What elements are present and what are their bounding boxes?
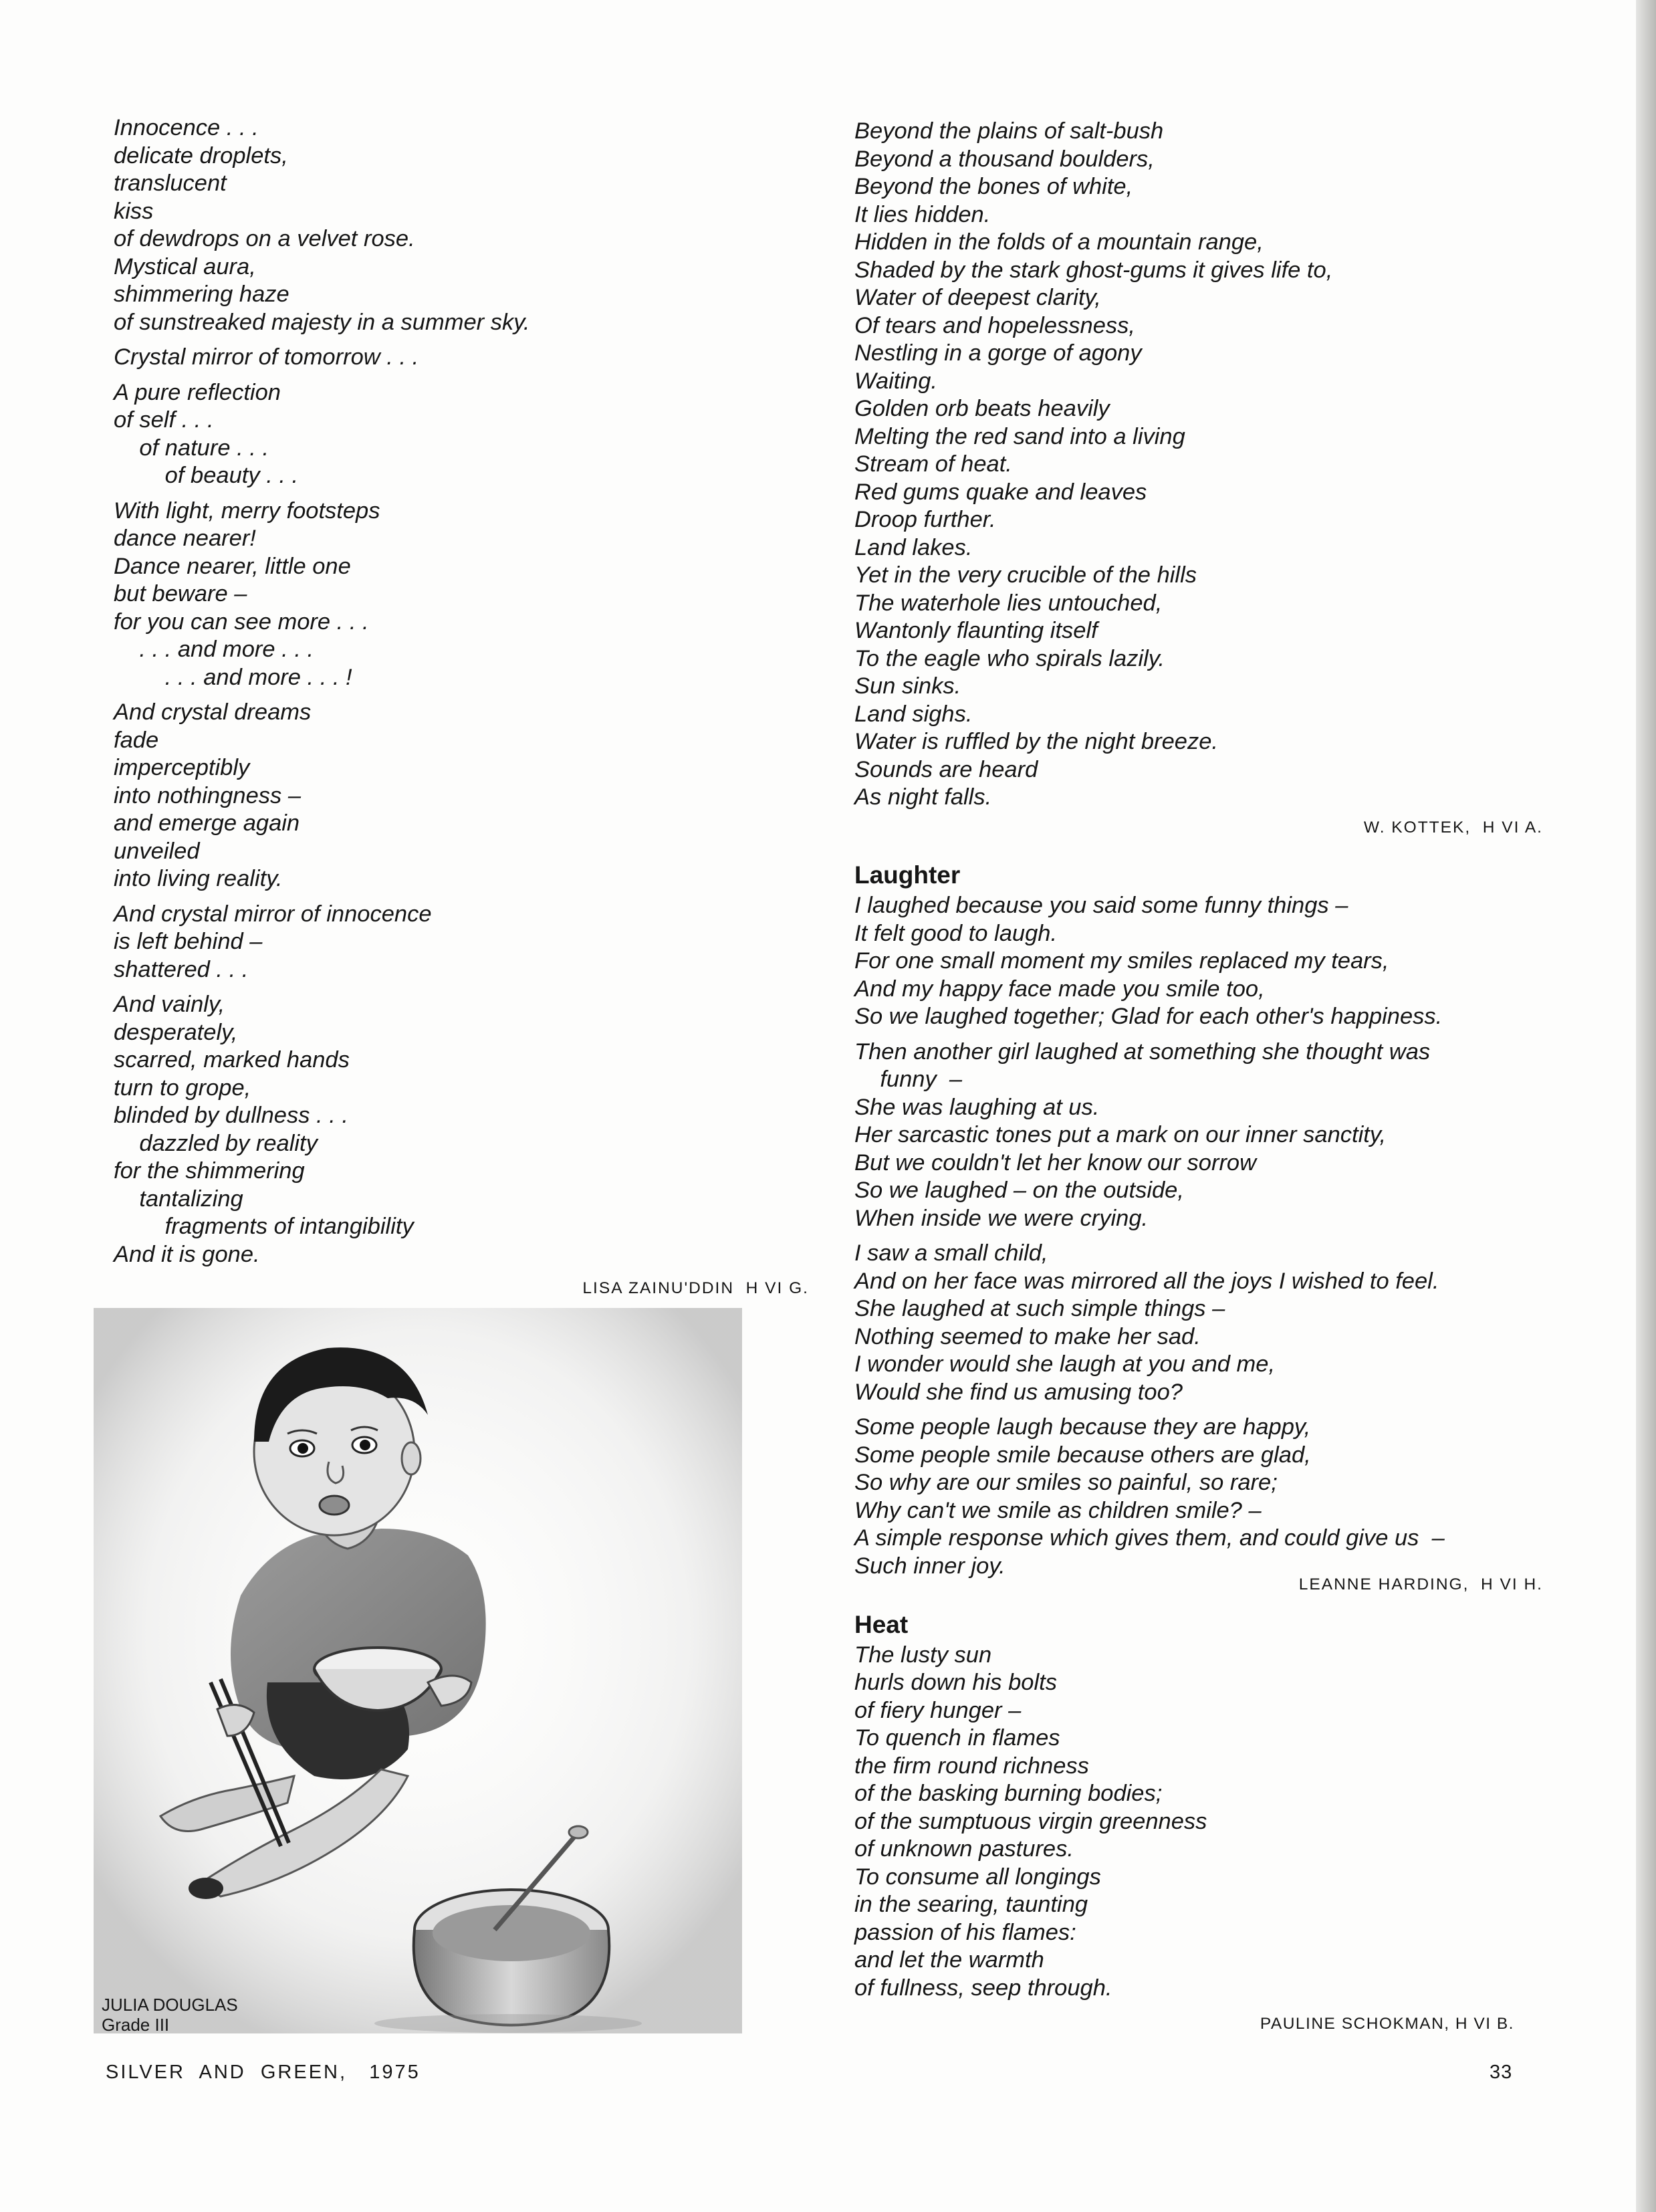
stanza bbox=[114, 344, 782, 372]
poem-line: fragments of intangibility bbox=[114, 1214, 414, 1239]
poem-line: Shaded by the stark ghost-gums it gives life to, bbox=[854, 257, 1333, 283]
poem-line: And it is gone. bbox=[114, 1241, 260, 1267]
page-number: 33 bbox=[1490, 2062, 1513, 2083]
poem-line: I wonder would she laugh at you and me, bbox=[854, 1351, 1276, 1377]
poem-line: Nestling in a gorge of agony bbox=[854, 340, 1142, 366]
poem-line: She laughed at such simple things – bbox=[854, 1296, 1225, 1321]
artist-name: JULIA DOUGLAS bbox=[102, 1995, 238, 2015]
poem-line: So we laughed together; Glad for each other's happiness. bbox=[854, 1004, 1443, 1029]
stanza bbox=[114, 379, 782, 490]
poem-line: When inside we were crying. bbox=[854, 1205, 1149, 1231]
page-edge-shadow bbox=[1636, 0, 1656, 2212]
poem-line: Mystical aura, bbox=[114, 253, 256, 280]
poem-line: Beyond a thousand boulders, bbox=[854, 146, 1155, 172]
poem-line: But we couldn't let her know our sorrow bbox=[854, 1149, 1257, 1176]
poem-line: Hidden in the folds of a mountain range, bbox=[854, 229, 1264, 255]
stanza bbox=[854, 1240, 1536, 1406]
poem-line: Crystal mirror of tomorrow . . . bbox=[114, 344, 419, 370]
poem-line: of nature . . . bbox=[114, 435, 269, 461]
poem-line: It lies hidden. bbox=[854, 201, 991, 227]
left-poem bbox=[114, 114, 809, 1303]
poem-line: And on her face was mirrored all the joys I wished to feel. bbox=[854, 1268, 1439, 1294]
poem-line: So we laughed – on the outside, bbox=[854, 1178, 1184, 1203]
poem-line: and emerge again bbox=[114, 810, 300, 836]
poem-line: is left behind – bbox=[114, 929, 263, 954]
stanza bbox=[114, 901, 782, 984]
child-with-bowl-drawing bbox=[94, 1308, 742, 2033]
poem-line: Of tears and hopelessness, bbox=[854, 312, 1135, 338]
poem-line: shimmering haze bbox=[114, 282, 289, 307]
poem-line: Why can't we smile as children smile? – bbox=[854, 1497, 1262, 1523]
poem-line: Nothing seemed to make her sad. bbox=[854, 1323, 1201, 1349]
poem-line: the firm round richness bbox=[854, 1753, 1089, 1779]
poem-line: dazzled by reality bbox=[114, 1130, 318, 1156]
poem-line: It felt good to laugh. bbox=[854, 920, 1058, 946]
poem-line: And crystal dreams bbox=[114, 699, 312, 725]
stanza bbox=[854, 892, 1536, 1031]
poem-line: Sun sinks. bbox=[854, 673, 961, 699]
stanza bbox=[114, 497, 782, 692]
poem-line: for you can see more . . . bbox=[114, 609, 369, 635]
poem-line: of self . . . bbox=[114, 407, 214, 433]
poem-line: passion of his flames: bbox=[854, 1919, 1076, 1945]
poem-line: The lusty sun bbox=[854, 1642, 992, 1668]
poem-line: of dewdrops on a velvet rose. bbox=[114, 226, 415, 251]
poem-line: Droop further. bbox=[854, 507, 996, 532]
poem-line: desperately, bbox=[114, 1019, 238, 1045]
poem-line: of beauty . . . bbox=[114, 463, 299, 488]
poem-line: of the basking burning bodies; bbox=[854, 1781, 1163, 1806]
poem-line: for the shimmering bbox=[114, 1158, 305, 1184]
poem-line: Then another girl laughed at something she thought was bbox=[854, 1038, 1431, 1065]
poem-line: Melting the red sand into a living bbox=[854, 423, 1185, 449]
poem-line: Stream of heat. bbox=[854, 451, 1012, 477]
poem-line: Some people smile because others are glad, bbox=[854, 1442, 1311, 1468]
poem-author-credit: LISA ZAINU'DDIN H VI G. bbox=[582, 1279, 809, 1297]
poem-line: Dance nearer, little one bbox=[114, 553, 351, 579]
poem-line: Water is ruffled by the night breeze. bbox=[854, 729, 1218, 754]
poem-line: And crystal mirror of innocence bbox=[114, 901, 432, 927]
poem-line: Waiting. bbox=[854, 368, 938, 394]
poem-line: To consume all longings bbox=[854, 1864, 1101, 1890]
poem-line: With light, merry footsteps bbox=[114, 497, 380, 524]
poem-line: of fullness, seep through. bbox=[854, 1975, 1112, 2001]
poem-line: Land lakes. bbox=[854, 534, 973, 560]
poem-line: dance nearer! bbox=[114, 526, 256, 551]
poem-line: blinded by dullness . . . bbox=[114, 1103, 348, 1128]
poem-line: in the searing, taunting bbox=[854, 1892, 1088, 1917]
poem-line: Sounds are heard bbox=[854, 756, 1038, 782]
poem-line: kiss bbox=[114, 198, 154, 224]
artist-grade: Grade III bbox=[102, 2015, 170, 2035]
poem-line: So why are our smiles so painful, so rare; bbox=[854, 1470, 1278, 1495]
poem-line: I laughed because you said some funny things – bbox=[854, 893, 1348, 918]
poem-line: Her sarcastic tones put a mark on our inner sanctity, bbox=[854, 1122, 1387, 1147]
poem-line: translucent bbox=[114, 171, 227, 196]
poem-line: Would she find us amusing too? bbox=[854, 1379, 1183, 1405]
poem-line: Land sighs. bbox=[854, 701, 973, 727]
poem-line: shattered . . . bbox=[114, 956, 249, 982]
poem-line: Wantonly flaunting itself bbox=[854, 618, 1098, 643]
stanza bbox=[854, 1642, 1536, 2003]
poem-line: into nothingness – bbox=[114, 782, 302, 808]
poem-author-credit: PAULINE SCHOKMAN, H VI B. bbox=[1260, 2015, 1514, 2033]
poem-line: A simple response which gives them, and could give us – bbox=[854, 1525, 1445, 1551]
poem-title-heat: Heat bbox=[854, 1610, 909, 1638]
poem-line: Red gums quake and leaves bbox=[854, 479, 1147, 505]
poem-line: Water of deepest clarity, bbox=[854, 285, 1101, 310]
publication-footer: SILVER AND GREEN, 1975 bbox=[106, 2062, 421, 2083]
poem-line: unveiled bbox=[114, 838, 200, 864]
poem-line: and let the warmth bbox=[854, 1947, 1044, 1973]
stanza bbox=[854, 1038, 1536, 1233]
poem-line: funny – bbox=[854, 1067, 963, 1092]
poem-line: fade bbox=[114, 727, 159, 753]
poem-line: To the eagle who spirals lazily. bbox=[854, 645, 1165, 671]
poem-line: Such inner joy. bbox=[854, 1553, 1006, 1579]
right-column bbox=[854, 118, 1543, 2009]
poem-line: Golden orb beats heavily bbox=[854, 396, 1110, 421]
poem-line: Some people laugh because they are happy, bbox=[854, 1414, 1311, 1440]
poem-line: but beware – bbox=[114, 581, 247, 606]
poem-line: And vainly, bbox=[114, 992, 225, 1017]
poem-line: As night falls. bbox=[854, 784, 992, 810]
poem-line: A pure reflection bbox=[114, 379, 281, 405]
poem-line: delicate droplets, bbox=[114, 142, 288, 169]
stanza bbox=[854, 1414, 1536, 1580]
stanza bbox=[114, 699, 782, 893]
poem-line: I saw a small child, bbox=[854, 1240, 1048, 1266]
poem-line: . . . and more . . . ! bbox=[114, 664, 352, 690]
poem-line: And my happy face made you smile too, bbox=[854, 976, 1265, 1002]
poem-line: scarred, marked hands bbox=[114, 1047, 350, 1073]
poem-line: She was laughing at us. bbox=[854, 1094, 1100, 1120]
poem-line: of sunstreaked majesty in a summer sky. bbox=[114, 309, 530, 335]
untitled-poem bbox=[854, 118, 1536, 812]
stanza bbox=[114, 114, 782, 336]
poem-line: hurls down his bolts bbox=[854, 1670, 1057, 1695]
poem-line: Beyond the bones of white, bbox=[854, 174, 1133, 199]
artist-credit bbox=[102, 1995, 238, 2035]
poem-line: into living reality. bbox=[114, 866, 283, 891]
poem-line: Yet in the very crucible of the hills bbox=[854, 562, 1197, 588]
poem-line: Beyond the plains of salt-bush bbox=[854, 118, 1164, 144]
poem-line: The waterhole lies untouched, bbox=[854, 590, 1163, 616]
poem-author-credit: W. KOTTEK, H VI A. bbox=[1363, 818, 1543, 837]
poem-line: imperceptibly bbox=[114, 755, 250, 780]
poem-line: . . . and more . . . bbox=[114, 637, 314, 662]
poem-line: To quench in flames bbox=[854, 1725, 1060, 1751]
poem-line: Innocence . . . bbox=[114, 115, 259, 140]
poem-title-laughter: Laughter bbox=[854, 861, 961, 889]
poem-author-credit: LEANNE HARDING, H VI H. bbox=[1298, 1575, 1543, 1593]
poem-line: tantalizing bbox=[114, 1186, 243, 1212]
poem-line: of the sumptuous virgin greenness bbox=[854, 1808, 1207, 1834]
poem-line: of fiery hunger – bbox=[854, 1697, 1022, 1723]
poem-line: of unknown pastures. bbox=[854, 1836, 1074, 1862]
stanza bbox=[114, 991, 782, 1268]
poem-line: turn to grope, bbox=[114, 1075, 251, 1101]
poem-line: For one small moment my smiles replaced my tears, bbox=[854, 948, 1389, 974]
